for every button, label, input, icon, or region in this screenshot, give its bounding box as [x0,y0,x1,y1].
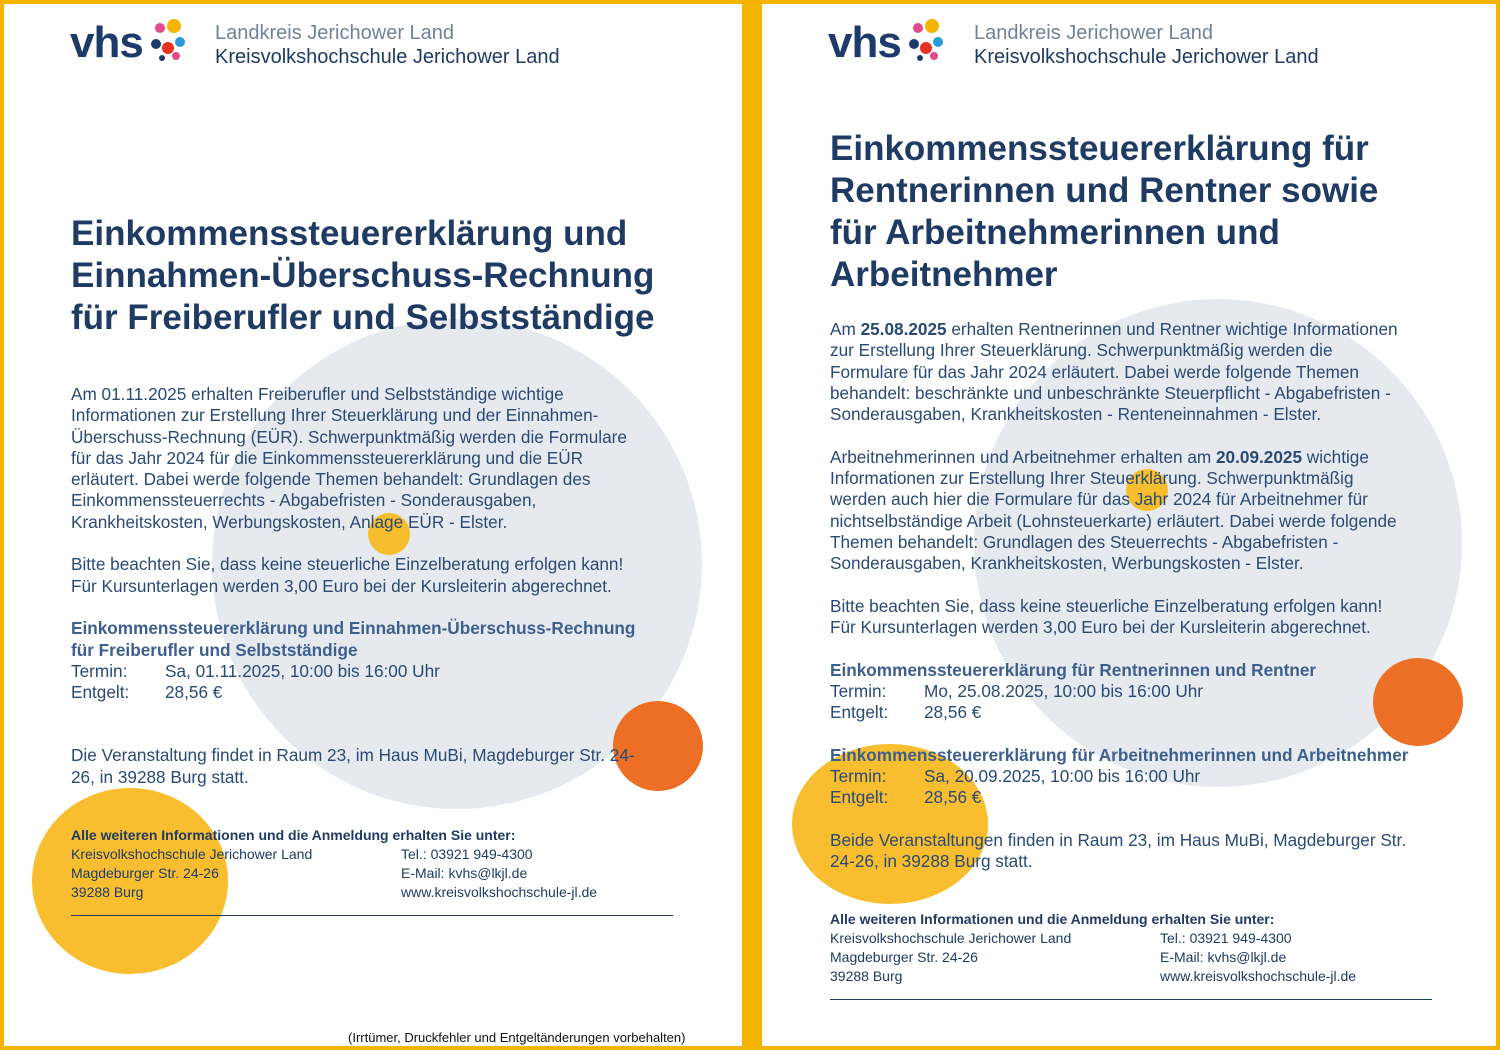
contact-website[interactable]: www.kreisvolkshochschule-jl.de [1160,968,1357,984]
left-body [71,384,711,788]
course-termin: Termin: Sa, 01.11.2025, 10:00 bis 16:00 Uhr [71,660,440,681]
rentner-paragraph: Am 25.08.2025 erhalten Rentnerinnen und Rentner wichtige Informationen zur Erstellung Ihrer Steuerklärung. Schwerpunktmäßig werden die Formulare für das Jahr 2024 erläutert. Dabei werde folgende Themen behandelt: beschränkte und unbeschränkte Steuerpflicht - Abgabefristen - Sonderausgaben, Krankheitskosten - Renteneinnahmen - Elster. [830,319,1398,425]
right-body [830,319,1480,872]
course1-title: Einkommenssteuererklärung für Rentnerinnen und Rentner [830,659,1317,680]
page-title: Einkommenssteuererklärung und Einnahmen-Überschuss-Rechnung für Freiberufler und Selbstständige [71,214,655,337]
divider [71,915,673,916]
footnote: (Irrtümer, Druckfehler und Entgeltänderungen vorbehalten) [348,1030,686,1045]
org-line-1: Landkreis Jerichower Land [215,22,455,44]
org-line-2: Kreisvolkshochschule Jerichower Land [974,46,1319,68]
vhs-logo-text: vhs [70,18,143,67]
contact-email[interactable]: E-Mail: kvhs@lkjl.de [1160,949,1287,965]
flyer-right [762,4,1496,1046]
course1-termin: Termin: Mo, 25.08.2025, 10:00 bis 16:00 Uhr [830,681,1204,702]
notice-paragraph: Bitte beachten Sie, dass keine steuerliche Einzelberatung erfolgen kann! Für Kursunterlagen werden 3,00 Euro bei der Kursleiterin abgerechnet. [830,595,1383,638]
course2-title: Einkommenssteuererklärung für Arbeitnehmerinnen und Arbeitnehmer [830,744,1409,765]
contact-block [830,910,1450,986]
contact-tel: Tel.: 03921 949-4300 [1160,930,1292,946]
contact-street: Magdeburger Str. 24-26 [71,865,219,881]
page-title: Einkommenssteuererklärung für Rentnerinnen und Rentner sowie für Arbeitnehmerinnen und Arbeitnehmer [830,129,1379,294]
contact-block [71,826,691,902]
contact-city: 39288 Burg [830,968,903,984]
contact-heading: Alle weiteren Informationen und die Anmeldung erhalten Sie unter: [71,827,516,843]
contact-heading: Alle weiteren Informationen und die Anmeldung erhalten Sie unter: [830,911,1275,927]
course2-termin: Termin: Sa, 20.09.2025, 10:00 bis 16:00 Uhr [830,765,1201,786]
vhs-dots-icon [906,18,956,68]
vhs-logo-text: vhs [828,18,901,67]
contact-name: Kreisvolkshochschule Jerichower Land [830,930,1072,946]
contact-tel: Tel.: 03921 949-4300 [401,846,533,862]
location-text: Die Veranstaltung findet in Raum 23, im Haus MuBi, Magdeburger Str. 24- 26, in 39288 Burg statt. [71,745,635,787]
contact-street: Magdeburger Str. 24-26 [830,949,978,965]
course-title: Einkommenssteuererklärung und Einnahmen-Überschuss-Rechnung für Freiberufler und Selbstständige [71,618,636,660]
intro-paragraph: Am 01.11.2025 erhalten Freiberufler und Selbstständige wichtige Informationen zur Erstellung Ihrer Steuerklärung und der Einnahmen- Überschuss-Rechnung (EÜR). Schwerpunktmäßig werden die Formulare für das Jahr 2024 für die Einkommenssteuererklärung und die EÜR erläutert. Dabei werde folgende Themen behandelt: Grundlagen des Einkommenssteuerrechts - Abgabefristen - Sonderausgaben, Krankheitskosten, Werbungskosten, Anlage EÜR - Elster. [71,384,627,532]
contact-name: Kreisvolkshochschule Jerichower Land [71,846,313,862]
org-line-1: Landkreis Jerichower Land [974,22,1214,44]
location-text: Beide Veranstaltungen finden in Raum 23, im Haus MuBi, Magdeburger Str. 24-26, in 39288 Burg statt. [830,829,1407,871]
arbeitnehmer-paragraph: Arbeitnehmerinnen und Arbeitnehmer erhalten am 20.09.2025 wichtige Informationen zur Erstellung Ihrer Steuerklärung. Schwerpunktmäßig werden auch hier die Formulare für das Jahr 2024 für Arbeitnehmer für nichtselbständige Arbeit (Lohnsteuerkarte) erläutert. Dabei werde folgende Themen behandelt: Grundlagen des Steuerrechts - Abgabefristen - Sonderausgaben, Krankheitskosten, Werbungskosten - Elster. [830,446,1397,574]
notice-paragraph: Bitte beachten Sie, dass keine steuerliche Einzelberatung erfolgen kann! Für Kursunterlagen werden 3,00 Euro bei der Kursleiterin abgerechnet. [71,554,624,596]
vhs-dots-icon [148,18,198,68]
divider [830,999,1432,1000]
contact-website[interactable]: www.kreisvolkshochschule-jl.de [401,884,598,900]
contact-email[interactable]: E-Mail: kvhs@lkjl.de [401,865,528,881]
org-line-2: Kreisvolkshochschule Jerichower Land [215,46,560,68]
contact-city: 39288 Burg [71,884,144,900]
course1-entgelt: Entgelt: 28,56 € [830,702,982,723]
flyer-left [4,4,742,1046]
course2-entgelt: Entgelt: 28,56 € [830,787,982,808]
course-entgelt: Entgelt: 28,56 € [71,682,223,703]
